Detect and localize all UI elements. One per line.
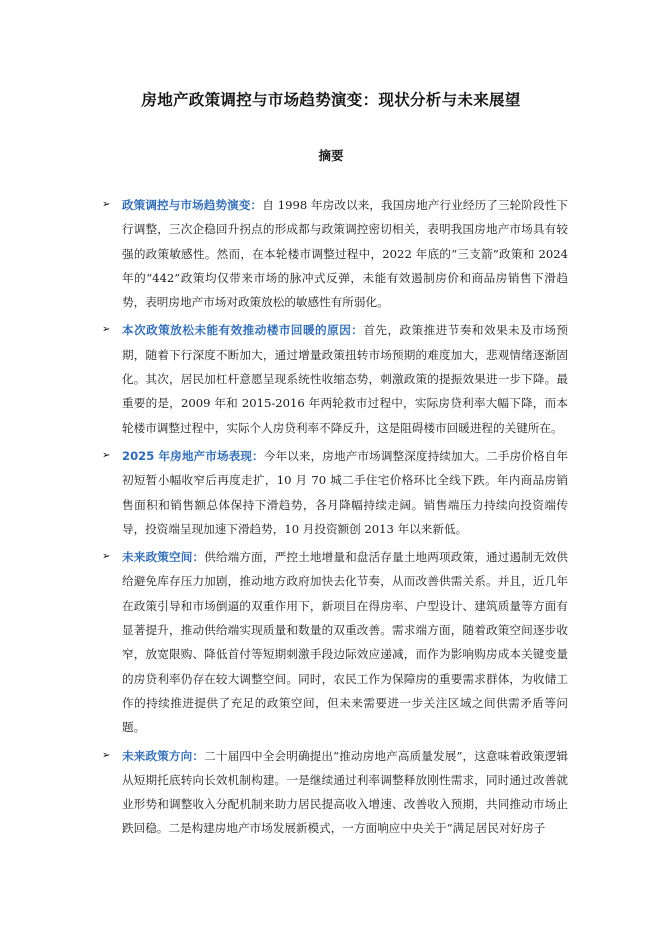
bullet-text: 供给端方面，严控土地增量和盘活存量土地两项政策，通过遏制无效供给避免库存压力加剧，推动地方政府加快去化节奏，从而改善供需关系。并且，近几年在政策引导和市场倒逼的双重作用下，新项目在得房率、户型设计、建筑质量等方面有显著提升，推动供给端实现质量和数量的双重改善。需求端方面，随着政策空间逐步收窄，放宽限购、降低首付等短期刺激手段边际效应递减，而作为影响购房成本关键变量的房贷利率仍存在较大调整空间。同时，农民工作为保障房的重要需求群体，为收储工作的持续推进提供了充足的政策空间，但未来需要进一步关注区域之间供需矛盾等问题。 — [122, 550, 568, 735]
bullet-lead: 本次政策放松未能有效推动楼市回暖的原因： — [122, 323, 364, 338]
bullet-text: 二十届四中全会明确提出“推动房地产高质量发展”，这意味着政策逻辑从短期托底转向长效机制构建。一是继续通过利率调整释放刚性需求，同时通过改善就业形势和调整收入分配机制来助力居民提高收入增速、改善收入预期，共同推动市场止跌回稳。二是构建房地产市场发展新模式，一方面响应中央关于“满足居民对好房子 — [122, 748, 568, 836]
abstract-bullet-list — [102, 193, 568, 845]
arrow-bullet-icon: ➢ — [102, 449, 111, 461]
bullet-lead: 政策调控与市场趋势演变： — [122, 198, 263, 212]
arrow-bullet-icon: ➢ — [102, 199, 111, 210]
bullet-item-2025-market — [102, 444, 568, 541]
bullet-lead: 未来政策方向： — [122, 748, 205, 763]
arrow-bullet-icon: ➢ — [102, 551, 111, 563]
bullet-lead: 未来政策空间： — [122, 550, 205, 565]
bullet-item-policy-direction — [102, 744, 568, 841]
bullet-text: 首先，政策推进节奏和效果未及市场预期，随着下行深度不断加大，通过增量政策扭转市场预期的难度加大，悲观情绪逐渐固化。其次，居民加杠杆意愿呈现系统性收缩态势，刺激政策的提振效果进一步下降。最重要的是，2009 年和 2015-2016 年两轮救市过程中，实际房贷利率大幅下降，而本轮楼市调整过程中，实际个人房贷利率不降反升，这是阻碍楼市回暖进程的关键所在。 — [122, 323, 568, 435]
bullet-lead: 2025 年房地产市场表现： — [122, 448, 264, 463]
bullet-item-policy-market-evolution — [102, 193, 568, 314]
bullet-text: 自 1998 年房改以来，我国房地产行业经历了三轮阶段性下行调整，三次企稳回升拐点的形成都与政策调控密切相关，表明我国房地产市场具有较强的政策敏感性。然而，在本轮楼市调整过程中，2022 年底的“三支箭”政策和 2024 年的“442”政策均仅带来市场的脉冲式反弹，未能有效遏制房价和商品房销售下滑趋势，表明房地产市场对政策放松的敏感性有所弱化。 — [122, 198, 568, 310]
page-title: 房地产政策调控与市场趋势演变：现状分析与未来展望 — [141, 91, 521, 109]
bullet-item-policy-space — [102, 545, 568, 739]
abstract-heading: 摘要 — [318, 148, 344, 163]
bullet-text: 今年以来，房地产市场调整深度持续加大。二手房价格自年初短暂小幅收窄后再度走扩，10 月 70 城二手住宅价格环比全线下跌。年内商品房销售面积和销售额总体保持下滑趋势，各月降幅持续走阔。销售端压力持续向投资端传导，投资端呈现加速下滑趋势，10 月投资额创 2013 年以来新低。 — [122, 448, 568, 536]
arrow-bullet-icon: ➢ — [102, 324, 111, 336]
bullet-item-easing-reasons — [102, 318, 568, 439]
arrow-bullet-icon: ➢ — [102, 749, 111, 761]
